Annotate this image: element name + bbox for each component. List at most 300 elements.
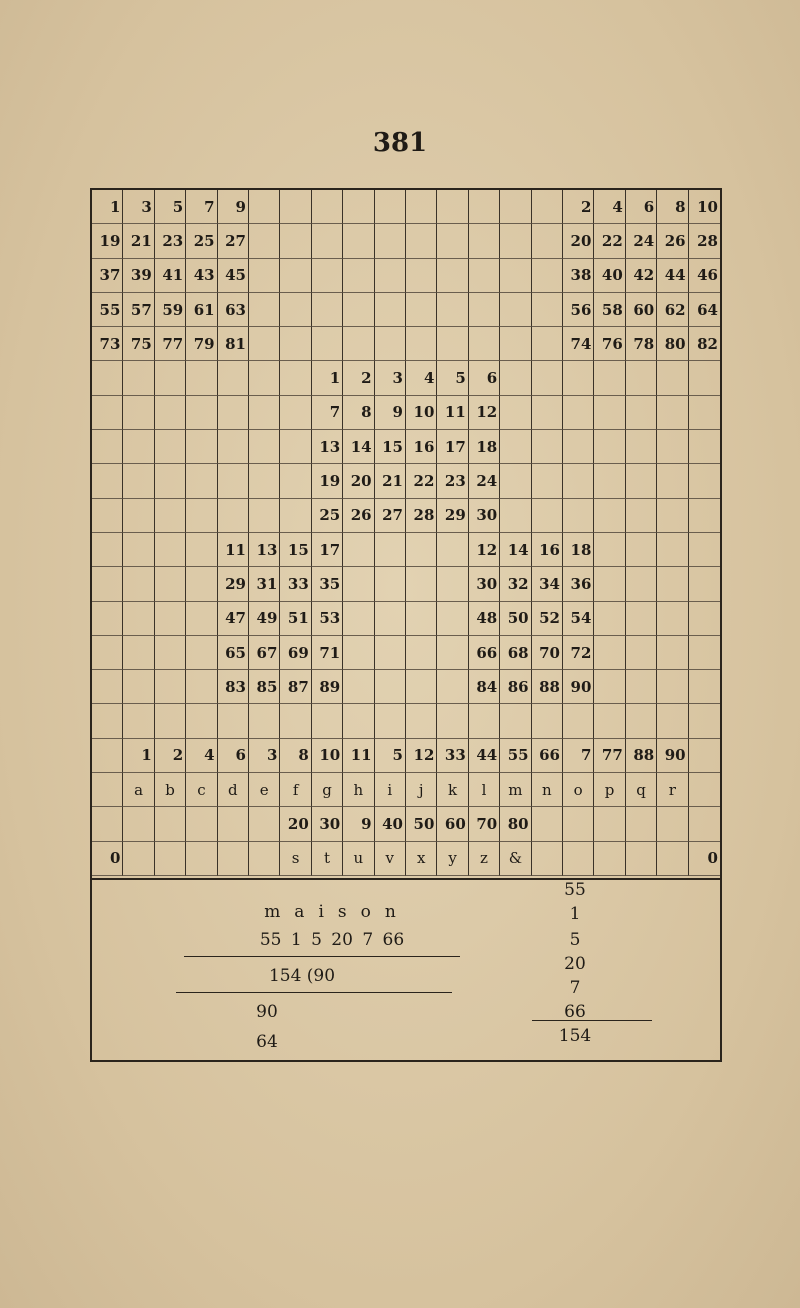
grid-cell: 56 xyxy=(563,293,594,327)
grid-cell: 23 xyxy=(437,464,468,498)
grid-cell: 0 xyxy=(92,842,123,876)
grid-cell: 80 xyxy=(657,327,688,361)
grid-cell xyxy=(155,464,186,498)
example-subtracted: 90 xyxy=(256,1002,278,1022)
grid-cell: 6 xyxy=(469,361,500,395)
grid-cell: 5 xyxy=(155,190,186,224)
grid-cell: 3 xyxy=(123,190,154,224)
grid-cell xyxy=(500,430,531,464)
grid-cell: p xyxy=(594,773,625,807)
grid-cell xyxy=(563,430,594,464)
grid-cell xyxy=(594,499,625,533)
grid-cell: 66 xyxy=(532,739,563,773)
grid-cell xyxy=(280,396,311,430)
grid-cell: 4 xyxy=(594,190,625,224)
grid-cell xyxy=(312,704,343,738)
grid-cell xyxy=(594,807,625,841)
grid-cell xyxy=(123,704,154,738)
grid-cell xyxy=(500,361,531,395)
grid-cell xyxy=(92,396,123,430)
grid-cell: 41 xyxy=(155,259,186,293)
grid-cell xyxy=(437,602,468,636)
grid-cell: 2 xyxy=(155,739,186,773)
grid-cell: 45 xyxy=(218,259,249,293)
grid-cell xyxy=(626,361,657,395)
grid-cell xyxy=(312,224,343,258)
grid-cell: t xyxy=(312,842,343,876)
grid-cell xyxy=(186,704,217,738)
grid-cell: l xyxy=(469,773,500,807)
grid-cell xyxy=(594,430,625,464)
grid-cell: 4 xyxy=(186,739,217,773)
grid-cell xyxy=(500,224,531,258)
grid-cell xyxy=(626,704,657,738)
grid-cell: 5 xyxy=(375,739,406,773)
grid-cell xyxy=(123,533,154,567)
grid-cell: 7 xyxy=(186,190,217,224)
grid-cell: 15 xyxy=(280,533,311,567)
grid-cell: 0 xyxy=(689,842,720,876)
grid-cell xyxy=(626,396,657,430)
grid-cell xyxy=(657,704,688,738)
grid-cell: 33 xyxy=(437,739,468,773)
grid-cell xyxy=(375,533,406,567)
grid-cell xyxy=(343,636,374,670)
grid-cell xyxy=(218,361,249,395)
grid-cell: 83 xyxy=(218,670,249,704)
grid-cell xyxy=(218,807,249,841)
grid-cell xyxy=(437,293,468,327)
grid-cell xyxy=(92,636,123,670)
grid-cell xyxy=(689,533,720,567)
grid-cell: 51 xyxy=(280,602,311,636)
grid-cell: 30 xyxy=(312,807,343,841)
grid-cell xyxy=(123,842,154,876)
grid-cell xyxy=(186,842,217,876)
grid-cell xyxy=(406,602,437,636)
grid-cell: 12 xyxy=(406,739,437,773)
example-remainder: 64 xyxy=(256,1032,278,1052)
grid-cell xyxy=(657,567,688,601)
grid-cell: s xyxy=(280,842,311,876)
grid-cell: 48 xyxy=(469,602,500,636)
grid-cell xyxy=(186,567,217,601)
grid-cell xyxy=(343,224,374,258)
grid-cell xyxy=(186,670,217,704)
grid-cell xyxy=(689,807,720,841)
grid-cell: 50 xyxy=(406,807,437,841)
grid-cell: 89 xyxy=(312,670,343,704)
grid-cell: 78 xyxy=(626,327,657,361)
grid-cell: 17 xyxy=(312,533,343,567)
grid-cell: 3 xyxy=(375,361,406,395)
grid-cell: b xyxy=(155,773,186,807)
grid-cell xyxy=(626,567,657,601)
grid-cell xyxy=(626,499,657,533)
grid-cell: 10 xyxy=(689,190,720,224)
grid-cell: 37 xyxy=(92,259,123,293)
grid-cell: d xyxy=(218,773,249,807)
grid-cell xyxy=(626,670,657,704)
addition-value: 7 xyxy=(569,978,581,998)
grid-cell xyxy=(657,807,688,841)
grid-cell xyxy=(155,533,186,567)
grid-cell xyxy=(123,602,154,636)
grid-cell xyxy=(532,190,563,224)
grid-cell: 34 xyxy=(532,567,563,601)
grid-cell xyxy=(594,464,625,498)
grid-cell: 90 xyxy=(563,670,594,704)
grid-cell: 88 xyxy=(626,739,657,773)
grid-cell xyxy=(312,190,343,224)
grid-cell: 74 xyxy=(563,327,594,361)
grid-cell xyxy=(123,430,154,464)
grid-cell: 2 xyxy=(343,361,374,395)
grid-cell xyxy=(657,499,688,533)
addition-value: 55 xyxy=(564,880,586,900)
grid-cell xyxy=(532,327,563,361)
addition-value: 66 xyxy=(564,1002,586,1022)
example-calculation xyxy=(92,878,720,1062)
grid-cell xyxy=(689,430,720,464)
grid-cell: v xyxy=(375,842,406,876)
grid-cell xyxy=(155,361,186,395)
grid-cell xyxy=(123,567,154,601)
grid-cell xyxy=(532,293,563,327)
grid-cell xyxy=(92,533,123,567)
grid-cell: 65 xyxy=(218,636,249,670)
grid-cell xyxy=(92,567,123,601)
grid-cell xyxy=(375,704,406,738)
grid-cell: 1 xyxy=(92,190,123,224)
grid-cell: 71 xyxy=(312,636,343,670)
grid-cell xyxy=(469,704,500,738)
grid-cell: 24 xyxy=(469,464,500,498)
grid-cell xyxy=(563,499,594,533)
grid-cell xyxy=(563,396,594,430)
rule-line xyxy=(184,956,460,957)
grid-cell xyxy=(626,842,657,876)
grid-cell: 23 xyxy=(155,224,186,258)
grid-cell xyxy=(249,464,280,498)
grid-cell xyxy=(312,327,343,361)
grid-cell: 35 xyxy=(312,567,343,601)
grid-cell xyxy=(186,807,217,841)
grid-cell xyxy=(500,293,531,327)
grid-cell xyxy=(155,430,186,464)
grid-cell: 12 xyxy=(469,396,500,430)
grid-cell xyxy=(312,293,343,327)
grid-cell: 54 xyxy=(563,602,594,636)
grid-cell: 38 xyxy=(563,259,594,293)
grid-cell: 22 xyxy=(406,464,437,498)
grid-cell xyxy=(249,293,280,327)
grid-cell: 4 xyxy=(406,361,437,395)
grid-cell xyxy=(375,567,406,601)
grid-cell: 31 xyxy=(249,567,280,601)
grid-cell xyxy=(280,704,311,738)
grid-cell xyxy=(375,602,406,636)
addition-value: 1 xyxy=(569,904,581,924)
grid-cell xyxy=(375,224,406,258)
grid-cell: 43 xyxy=(186,259,217,293)
grid-cell xyxy=(437,636,468,670)
grid-cell xyxy=(375,327,406,361)
grid-cell: 18 xyxy=(469,430,500,464)
grid-cell xyxy=(186,602,217,636)
grid-cell xyxy=(437,670,468,704)
grid-cell xyxy=(532,361,563,395)
grid-cell: 26 xyxy=(343,499,374,533)
grid-cell: 7 xyxy=(563,739,594,773)
grid-cell: 15 xyxy=(375,430,406,464)
grid-cell: 27 xyxy=(218,224,249,258)
addition-value: 5 xyxy=(569,930,581,950)
grid-cell: 72 xyxy=(563,636,594,670)
grid-cell xyxy=(626,533,657,567)
grid-cell xyxy=(343,190,374,224)
grid-cell xyxy=(500,327,531,361)
grid-cell: 75 xyxy=(123,327,154,361)
grid-cell xyxy=(406,259,437,293)
grid-cell xyxy=(155,704,186,738)
grid-cell: 26 xyxy=(657,224,688,258)
grid-cell xyxy=(532,499,563,533)
grid-cell: 14 xyxy=(500,533,531,567)
grid-cell xyxy=(657,464,688,498)
addition-total: 154 xyxy=(558,1026,592,1046)
grid-cell xyxy=(532,224,563,258)
grid-cell xyxy=(689,670,720,704)
grid-cell xyxy=(343,567,374,601)
grid-cell xyxy=(657,361,688,395)
grid-cell: 76 xyxy=(594,327,625,361)
grid-cell: 55 xyxy=(92,293,123,327)
grid-cell xyxy=(437,567,468,601)
grid-cell: 80 xyxy=(500,807,531,841)
example-sum: 154 (90 xyxy=(268,966,336,986)
grid-cell xyxy=(249,396,280,430)
grid-cell xyxy=(155,602,186,636)
grid-cell: c xyxy=(186,773,217,807)
grid-cell xyxy=(249,190,280,224)
grid-cell: 5 xyxy=(437,361,468,395)
grid-cell: i xyxy=(375,773,406,807)
grid-cell: 73 xyxy=(92,327,123,361)
grid-cell: 42 xyxy=(626,259,657,293)
grid-cell: 70 xyxy=(532,636,563,670)
grid-cell: 55 xyxy=(500,739,531,773)
grid-cell xyxy=(123,670,154,704)
grid-cell: 47 xyxy=(218,602,249,636)
grid-cell: 8 xyxy=(657,190,688,224)
grid-cell xyxy=(375,670,406,704)
grid-cell xyxy=(532,807,563,841)
grid-cell xyxy=(280,190,311,224)
grid-cell: o xyxy=(563,773,594,807)
grid-cell: 60 xyxy=(437,807,468,841)
grid-cell xyxy=(406,327,437,361)
grid-cell xyxy=(689,499,720,533)
grid-cell: 9 xyxy=(343,807,374,841)
grid-cell: 59 xyxy=(155,293,186,327)
grid-cell xyxy=(657,636,688,670)
grid-cell xyxy=(594,361,625,395)
grid-cell: 69 xyxy=(280,636,311,670)
grid-cell: 67 xyxy=(249,636,280,670)
grid-cell xyxy=(186,430,217,464)
grid-cell: 44 xyxy=(469,739,500,773)
example-word: maison xyxy=(264,902,410,922)
grid-cell xyxy=(532,259,563,293)
cipher-grid xyxy=(92,190,720,876)
grid-cell xyxy=(186,396,217,430)
grid-cell: 50 xyxy=(500,602,531,636)
grid-cell xyxy=(500,190,531,224)
grid-cell xyxy=(280,499,311,533)
grid-cell xyxy=(626,464,657,498)
grid-cell: q xyxy=(626,773,657,807)
grid-cell xyxy=(406,704,437,738)
grid-cell xyxy=(626,807,657,841)
grid-cell xyxy=(657,533,688,567)
grid-cell xyxy=(249,224,280,258)
grid-cell xyxy=(563,464,594,498)
grid-cell xyxy=(406,293,437,327)
grid-cell: 11 xyxy=(437,396,468,430)
grid-cell xyxy=(657,430,688,464)
grid-cell xyxy=(343,293,374,327)
grid-cell xyxy=(437,190,468,224)
grid-cell xyxy=(155,396,186,430)
grid-cell: 16 xyxy=(532,533,563,567)
grid-cell: 87 xyxy=(280,670,311,704)
grid-cell xyxy=(657,842,688,876)
grid-cell xyxy=(92,430,123,464)
grid-cell xyxy=(343,533,374,567)
grid-cell xyxy=(532,430,563,464)
grid-cell: 28 xyxy=(406,499,437,533)
grid-cell xyxy=(626,602,657,636)
grid-cell xyxy=(280,361,311,395)
grid-cell xyxy=(563,807,594,841)
grid-cell: e xyxy=(249,773,280,807)
grid-cell xyxy=(218,842,249,876)
grid-cell xyxy=(218,430,249,464)
grid-cell xyxy=(155,567,186,601)
grid-cell xyxy=(689,739,720,773)
grid-cell: 6 xyxy=(626,190,657,224)
grid-cell xyxy=(92,773,123,807)
grid-cell xyxy=(155,670,186,704)
grid-cell: 77 xyxy=(155,327,186,361)
grid-cell: 40 xyxy=(594,259,625,293)
grid-cell: 21 xyxy=(123,224,154,258)
grid-cell xyxy=(689,361,720,395)
grid-cell xyxy=(532,396,563,430)
grid-cell xyxy=(689,636,720,670)
grid-cell: a xyxy=(123,773,154,807)
grid-cell xyxy=(218,499,249,533)
grid-cell: 46 xyxy=(689,259,720,293)
grid-cell xyxy=(375,636,406,670)
grid-cell: 58 xyxy=(594,293,625,327)
grid-cell xyxy=(92,602,123,636)
grid-cell: 11 xyxy=(218,533,249,567)
grid-cell: 2 xyxy=(563,190,594,224)
grid-cell xyxy=(343,259,374,293)
grid-cell: 9 xyxy=(218,190,249,224)
grid-cell: f xyxy=(280,773,311,807)
grid-cell: 84 xyxy=(469,670,500,704)
grid-cell: 90 xyxy=(657,739,688,773)
grid-cell: 19 xyxy=(92,224,123,258)
grid-cell xyxy=(92,807,123,841)
grid-cell: 30 xyxy=(469,567,500,601)
grid-cell xyxy=(343,602,374,636)
grid-cell: z xyxy=(469,842,500,876)
grid-cell: 86 xyxy=(500,670,531,704)
grid-cell: 62 xyxy=(657,293,688,327)
grid-cell xyxy=(689,396,720,430)
grid-cell: 77 xyxy=(594,739,625,773)
grid-cell xyxy=(249,430,280,464)
grid-cell: m xyxy=(500,773,531,807)
grid-cell xyxy=(469,327,500,361)
grid-cell xyxy=(343,704,374,738)
grid-cell xyxy=(594,704,625,738)
grid-cell xyxy=(375,259,406,293)
grid-cell: 64 xyxy=(689,293,720,327)
grid-cell xyxy=(123,636,154,670)
grid-cell: 10 xyxy=(406,396,437,430)
grid-cell: 13 xyxy=(312,430,343,464)
grid-cell xyxy=(343,327,374,361)
grid-cell xyxy=(186,533,217,567)
grid-cell xyxy=(312,259,343,293)
grid-cell xyxy=(469,190,500,224)
grid-cell xyxy=(563,361,594,395)
grid-cell xyxy=(186,464,217,498)
grid-cell xyxy=(532,464,563,498)
grid-cell xyxy=(218,704,249,738)
grid-cell xyxy=(155,842,186,876)
rule-line xyxy=(176,992,452,993)
grid-cell: 40 xyxy=(375,807,406,841)
grid-cell: 17 xyxy=(437,430,468,464)
grid-cell xyxy=(437,259,468,293)
grid-cell: 88 xyxy=(532,670,563,704)
grid-cell xyxy=(92,464,123,498)
grid-cell: 24 xyxy=(626,224,657,258)
grid-cell xyxy=(155,636,186,670)
grid-cell xyxy=(689,773,720,807)
grid-cell xyxy=(689,464,720,498)
grid-cell xyxy=(406,670,437,704)
grid-cell: 29 xyxy=(437,499,468,533)
grid-cell xyxy=(500,499,531,533)
grid-cell xyxy=(375,293,406,327)
grid-cell xyxy=(689,567,720,601)
grid-cell: 85 xyxy=(249,670,280,704)
grid-cell: 36 xyxy=(563,567,594,601)
grid-cell xyxy=(437,327,468,361)
grid-cell: 16 xyxy=(406,430,437,464)
grid-cell: 44 xyxy=(657,259,688,293)
grid-cell: 10 xyxy=(312,739,343,773)
grid-cell xyxy=(155,499,186,533)
grid-cell xyxy=(532,842,563,876)
